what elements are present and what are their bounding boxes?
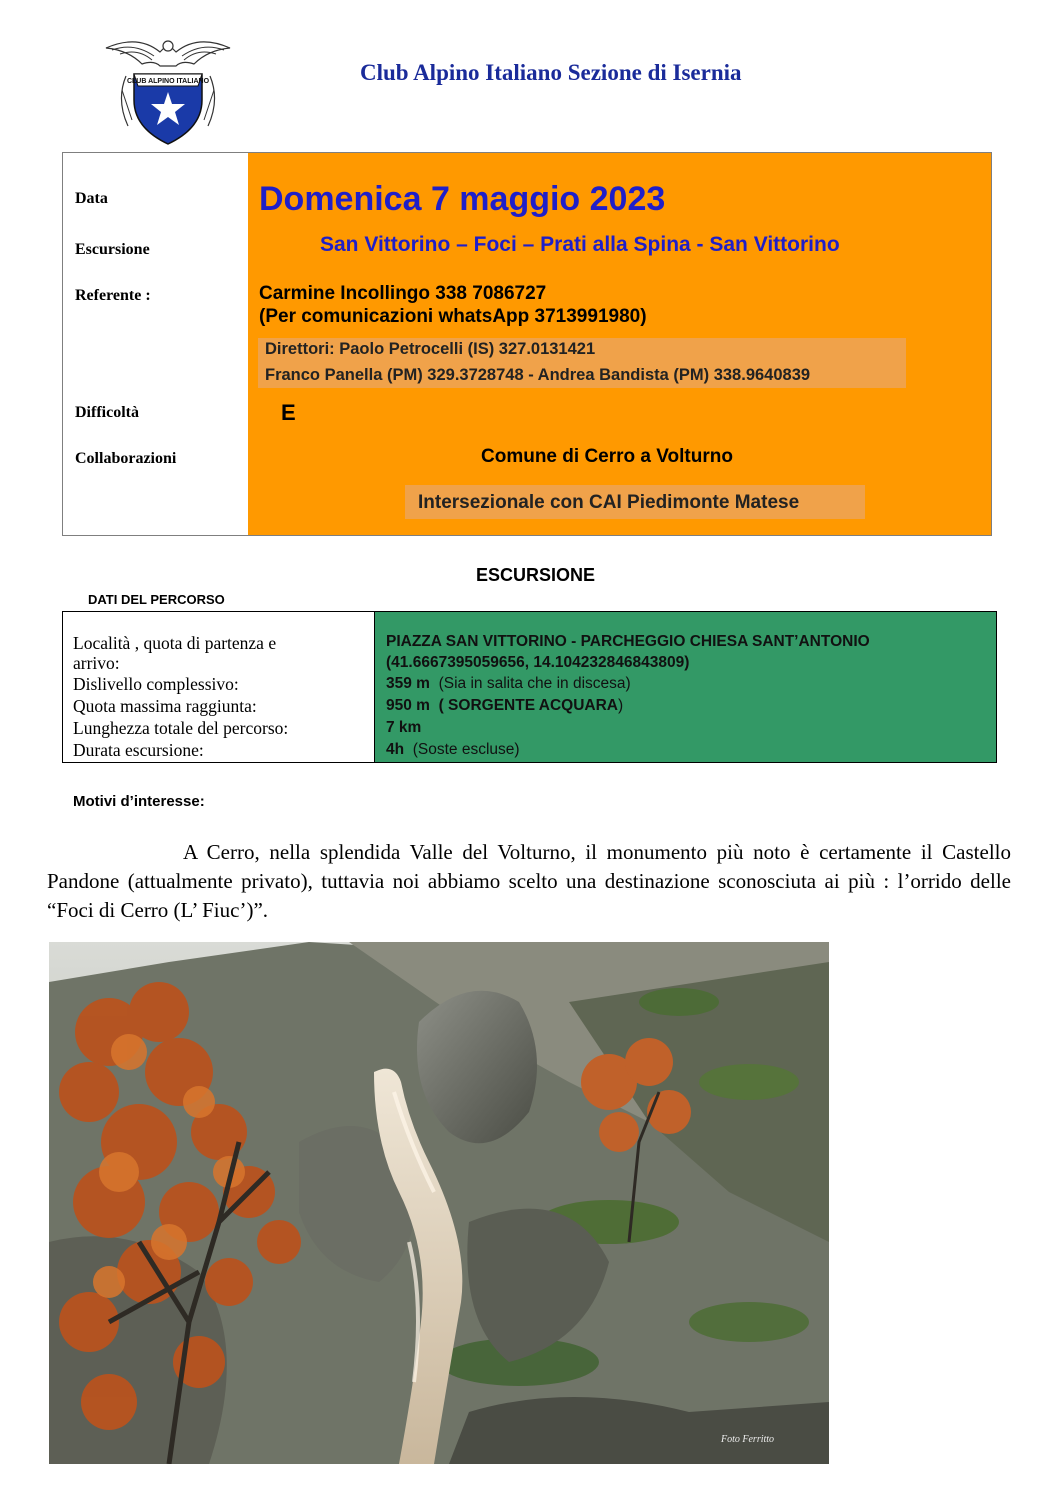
length-text: 7 km xyxy=(386,719,422,736)
value-duration xyxy=(386,740,520,760)
label-location: Località , quota di partenza e xyxy=(73,633,277,653)
label-excursion: Escursione xyxy=(75,241,150,258)
excursion-date: Domenica 7 maggio 2023 xyxy=(259,180,666,218)
referent-whatsapp: (Per comunicazioni whatsApp 3713991980) xyxy=(259,306,647,327)
value-max-altitude xyxy=(386,696,623,716)
section-title: ESCURSIONE xyxy=(476,565,596,585)
cai-logo xyxy=(98,30,238,148)
value-length xyxy=(386,718,421,738)
referent-name-phone: Carmine Incollingo 338 7086727 xyxy=(259,283,547,304)
elevation-text: 359 m xyxy=(386,675,430,692)
label-duration: Durata escursione: xyxy=(73,740,204,760)
coords-text: (41.6667395059656, 14.104232846843809) xyxy=(386,654,690,671)
location-text: PIAZZA SAN VITTORINO - PARCHEGGIO CHIESA SANT’ANTONIO xyxy=(386,633,870,650)
info-labels-column xyxy=(63,153,248,535)
value-location xyxy=(386,632,870,652)
route-data-title: DATI DEL PERCORSO xyxy=(88,592,225,607)
label-length: Lunghezza totale del percorso: xyxy=(73,718,289,738)
collaboration-intersectional: Intersezionale con CAI Piedimonte Matese xyxy=(418,492,800,513)
value-coords xyxy=(386,653,689,673)
photo-credit: Foto Ferritto xyxy=(721,1434,775,1445)
excursion-route: San Vittorino – Foci – Prati alla Spina - San Vittorino xyxy=(320,233,840,256)
elevation-note: (Sia in salita che in discesa) xyxy=(438,675,631,692)
duration-note: (Soste escluse) xyxy=(412,741,520,758)
label-difficulty: Difficoltà xyxy=(75,404,139,421)
directors-line-1: Direttori: Paolo Petrocelli (IS) 327.0131421 xyxy=(265,340,596,358)
label-elevation: Dislivello complessivo: xyxy=(73,674,239,694)
directors-line-2: Franco Panella (PM) 329.3728748 - Andrea Bandista (PM) 338.9640839 xyxy=(265,366,811,384)
difficulty-value: E xyxy=(281,400,296,425)
max-altitude-close: ) xyxy=(617,697,624,714)
club-title: Club Alpino Italiano Sezione di Isernia xyxy=(360,60,742,85)
max-altitude-text: 950 m xyxy=(386,697,430,714)
logo-text: CLUB ALPINO ITALIANO xyxy=(126,78,210,85)
label-date: Data xyxy=(75,190,108,207)
label-location-cont: arrivo: xyxy=(73,653,120,673)
duration-text: 4h xyxy=(386,741,405,758)
value-elevation xyxy=(386,674,631,694)
label-referent: Referente : xyxy=(75,287,151,304)
interest-paragraph: A Cerro, nella splendida Valle del Volturno, il monumento più noto è certamente il Castello Pandone (attualmente privato), tuttavia noi abbiamo scelto una destinazione sconosciuta ai più : l’orrido delle “Foci di Cerro (L’ Fiuc’)”. xyxy=(47,840,1011,922)
max-altitude-note: ( SORGENTE ACQUARA xyxy=(438,697,618,714)
interest-title: Motivi d’interesse: xyxy=(73,793,205,810)
waterfall-photo xyxy=(49,942,829,1464)
label-max-altitude: Quota massima raggiunta: xyxy=(73,696,257,716)
collaboration-municipality: Comune di Cerro a Volturno xyxy=(481,446,733,467)
label-collaborations: Collaborazioni xyxy=(75,450,177,467)
